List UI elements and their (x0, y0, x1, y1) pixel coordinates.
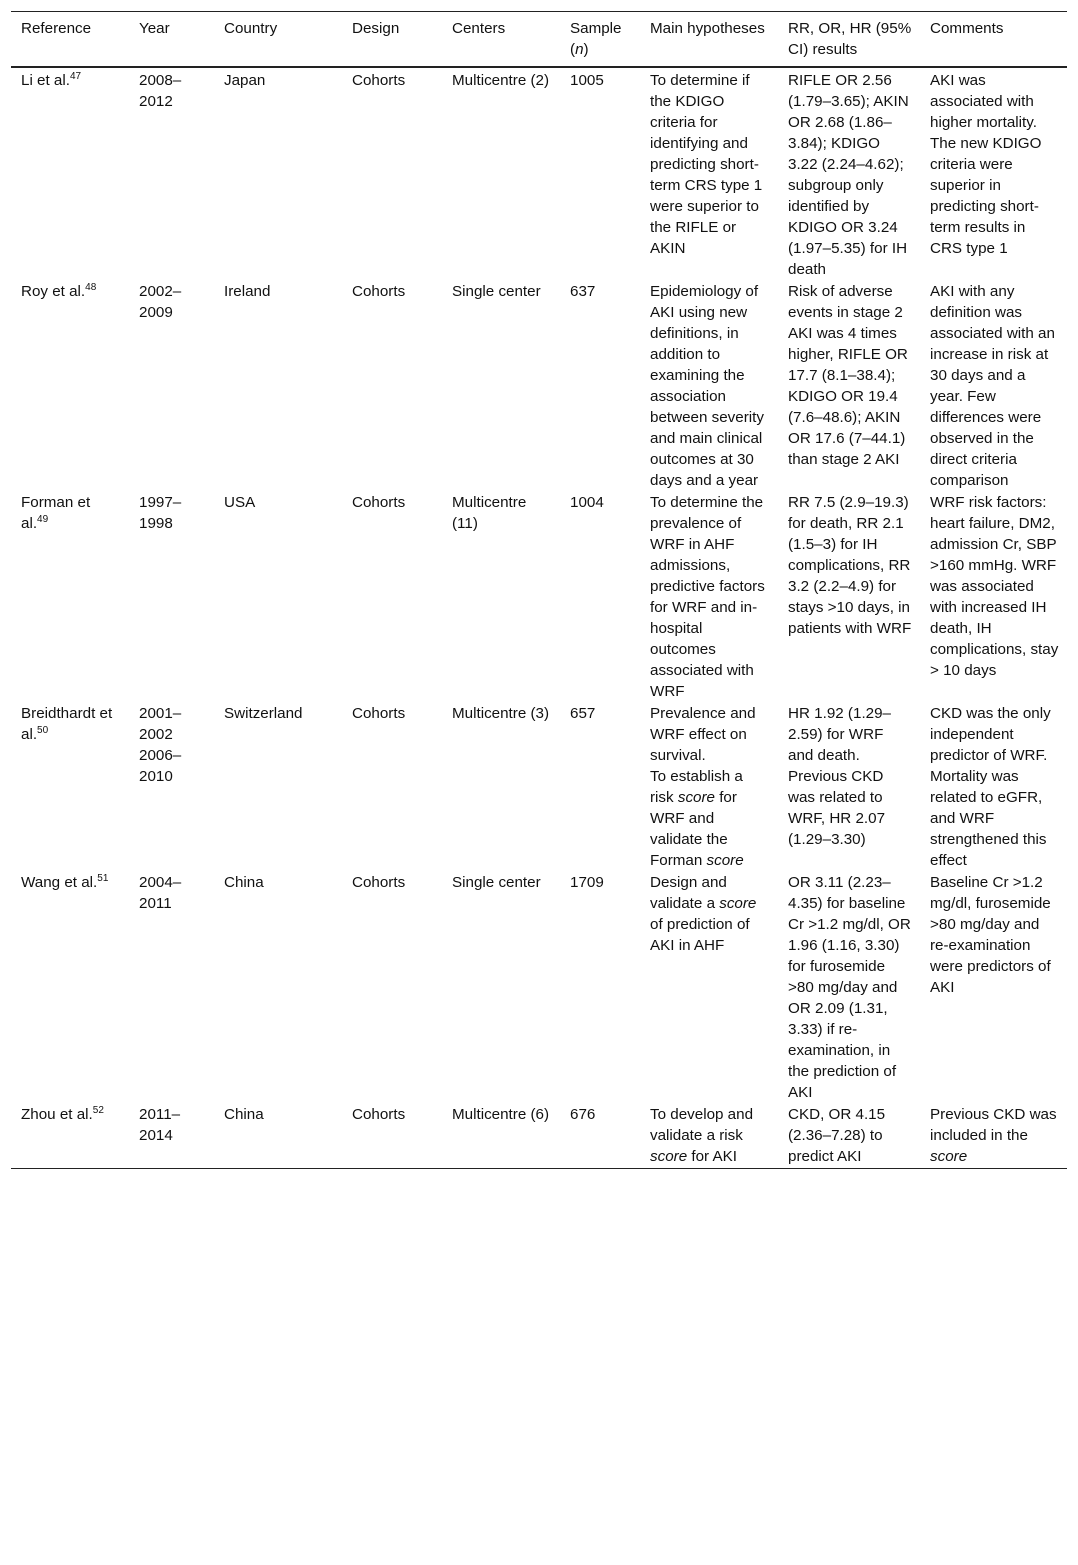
cell-comments: WRF risk factors: heart failure, DM2, admission Cr, SBP >160 mmHg. WRF was associated with increased IH death, IH complications, stay > 10 days (930, 494, 1059, 679)
header-year: Year (139, 20, 170, 37)
cell-sample: 1709 (570, 874, 604, 891)
cell-centers: Single center (452, 283, 541, 300)
cell-sample: 637 (570, 283, 596, 300)
cell-centers: Multicentre (3) (452, 705, 550, 722)
cell-results: Risk of adverse events in stage 2 AKI was 4 times higher, RIFLE OR 17.7 (8.1–38.4); KDIGO OR 19.4 (7.6–48.6); AKIN OR 17.6 (7–44.1) than stage 2 AKI (788, 283, 908, 468)
cell-design: Cohorts (352, 283, 406, 300)
cell-year: 2004–2011 (139, 874, 182, 912)
cell-design: Cohorts (352, 72, 406, 89)
cell-results: HR 1.92 (1.29–2.59) for WRF and death. Previous CKD was related to WRF, HR 2.07 (1.29–3.30) (788, 705, 891, 848)
table-row (11, 281, 1067, 492)
cell-hypotheses: To determine if the KDIGO criteria for identifying and predicting short-term CRS type 1 were superior to the RIFLE or AKIN (650, 72, 763, 257)
cell-year: 2002–2009 (139, 283, 182, 321)
cell-hypotheses: Prevalence and WRF effect on survival. To establish a risk score for WRF and validate the Forman score (650, 705, 756, 869)
cell-country: China (224, 1106, 264, 1123)
studies-table (11, 11, 1067, 1169)
header-row (11, 12, 1067, 68)
cell-reference: Li et al.$^{47}$ (21, 70, 82, 89)
cell-hypotheses: To develop and validate a risk score for AKI (650, 1106, 754, 1165)
table-row (11, 872, 1067, 1104)
cell-country: Ireland (224, 283, 271, 300)
cell-comments: Previous CKD was included in the score (930, 1106, 1057, 1165)
table-row (11, 492, 1067, 703)
cell-country: China (224, 874, 264, 891)
header-sample: Sample (n) (570, 20, 622, 58)
cell-comments: AKI was associated with higher mortality. The new KDIGO criteria were superior in predicting short-term results in CRS type 1 (930, 72, 1042, 257)
cell-sample: 676 (570, 1106, 596, 1123)
cell-hypotheses: Epidemiology of AKI using new definitions, in addition to examining the association between severity and main clinical outcomes at 30 days and a year (650, 283, 764, 489)
header-design: Design (352, 20, 400, 37)
cell-country: USA (224, 494, 256, 511)
cell-country: Switzerland (224, 705, 303, 722)
cell-reference: Breidthardt et al.$^{50}$ (21, 705, 113, 743)
cell-design: Cohorts (352, 1106, 406, 1123)
cell-results: OR 3.11 (2.23–4.35) for baseline Cr >1.2 mg/dl, OR 1.96 (1.16, 3.30) for furosemide >80 mg/day and OR 2.09 (1.31, 3.33) if re-examination, in the prediction of AKI (788, 874, 911, 1101)
header-comments: Comments (930, 20, 1004, 37)
cell-results: CKD, OR 4.15 (2.36–7.28) to predict AKI (788, 1106, 886, 1165)
table-row (11, 67, 1067, 281)
cell-centers: Multicentre (6) (452, 1106, 550, 1123)
cell-comments: CKD was the only independent predictor of WRF. Mortality was related to eGFR, and WRF strengthened this effect (930, 705, 1051, 869)
cell-reference: Forman et al.$^{49}$ (21, 494, 91, 532)
cell-year: 2001–2002 2006–2010 (139, 705, 182, 785)
header-results: RR, OR, HR (95% CI) results (788, 20, 912, 58)
cell-centers: Multicentre (2) (452, 72, 550, 89)
cell-comments: AKI with any definition was associated with an increase in risk at 30 days and a year. Few differences were observed in the direct criteria comparison (930, 283, 1055, 489)
table-row (11, 703, 1067, 872)
cell-design: Cohorts (352, 874, 406, 891)
table-row (11, 1104, 1067, 1169)
cell-results: RIFLE OR 2.56 (1.79–3.65); AKIN OR 2.68 (1.86–3.84); KDIGO 3.22 (2.24–4.62); subgroup only identified by KDIGO OR 3.24 (1.97–5.35) for IH death (788, 72, 909, 278)
cell-hypotheses: Design and validate a score of prediction of AKI in AHF (650, 874, 757, 954)
cell-results: RR 7.5 (2.9–19.3) for death, RR 2.1 (1.5–3) for IH complications, RR 3.2 (2.2–4.9) for stays >10 days, in patients with WRF (788, 494, 912, 637)
cell-reference: Zhou et al.$^{52}$ (21, 1104, 104, 1123)
header-centers: Centers (452, 20, 506, 37)
cell-year: 1997–1998 (139, 494, 182, 532)
cell-design: Cohorts (352, 705, 406, 722)
cell-sample: 1005 (570, 72, 604, 89)
cell-reference: Wang et al.$^{51}$ (21, 872, 109, 891)
cell-year: 2011–2014 (139, 1106, 181, 1144)
cell-sample: 1004 (570, 494, 604, 511)
cell-sample: 657 (570, 705, 596, 722)
cell-country: Japan (224, 72, 266, 89)
header-country: Country (224, 20, 278, 37)
cell-reference: Roy et al.$^{48}$ (21, 281, 97, 300)
cell-centers: Single center (452, 874, 541, 891)
cell-year: 2008–2012 (139, 72, 182, 110)
cell-hypotheses: To determine the prevalence of WRF in AHF admissions, predictive factors for WRF and in-hospital outcomes associated with WRF (650, 494, 765, 700)
cell-centers: Multicentre (11) (452, 494, 527, 532)
cell-design: Cohorts (352, 494, 406, 511)
header-hypotheses: Main hypotheses (650, 20, 765, 37)
header-reference: Reference (21, 20, 92, 37)
cell-comments: Baseline Cr >1.2 mg/dl, furosemide >80 mg/day and re-examination were predictors of AKI (930, 874, 1051, 996)
